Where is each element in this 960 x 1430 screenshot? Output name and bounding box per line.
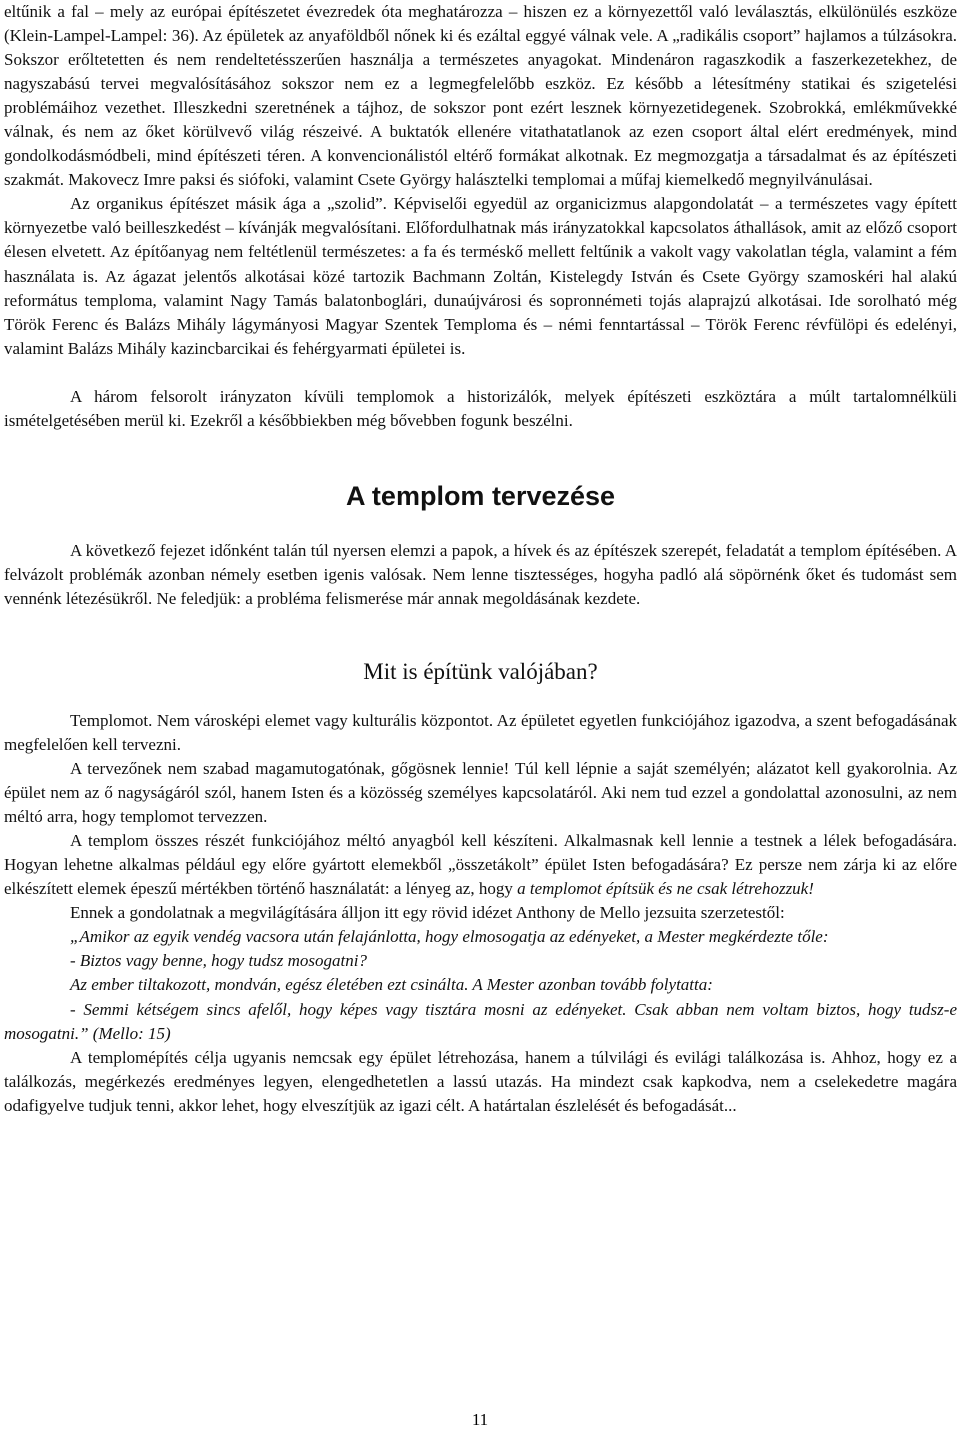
body-paragraph: A három felsorolt irányzaton kívüli templomok a historizálók, melyek építészeti eszköztára a múlt tartalomnélküli ismételgetésében merül ki. Ezekről a későbbiekben még bővebben fogunk beszélni.: [4, 386, 957, 430]
body-paragraph: eltűnik a fal – mely az európai építészetet évezredek óta meghatározza – hiszen ez a környezettől való leválasztás, elkülönülés eszköze (Klein-Lampel-Lampel: 36). Az épületek az anyaföldből nőnek ki és ezáltal eggyé válnak vele. A „radikális csoport” hajlamos a túlzásokra. Sokszor erőltetetten és nem rendeltetésszerűen használja a természetes anyagokat. Mindenáron ragaszkodik a faszerkezetekhez, de nagyszabású tervei megvalósításához sokszor nem ez a legmegfelelőbb eszköz. Ez később a létesítmény statikai és szigetelési problémáihoz vezethet. Illeszkedni szeretnének a tájhoz, de sokszor pont ezért lesznek környezetidegenek. Szobrokká, emlékművekké válnak, és nem az őket körülvevő világ részeivé. A buktatók ellenére vitathatatlanok az ezen csoport által elért eredmények, mind gondolkodásmódbeli, mind építészeti téren. A konvencionálistól eltérő formákat alkotnak. Ez megmozgatja a társadalmat és az építészeti szakmát. Makovecz Imre paksi és siófoki, valamint Csete György halásztelki templomai a műfaj kiemelkedő megnyilvánulásai.: [4, 2, 957, 190]
emphasis-text: a templomot építsük és ne csak létrehozzuk!: [517, 879, 814, 899]
quote-line: „Amikor az egyik vendég vacsora után felajánlotta, hogy elmosogatja az edényeket, a Mester megkérdezte tőle:: [70, 927, 829, 947]
body-text: A templom összes részét funkciójához méltó anyagból kell készíteni. Alkalmasnak kell lennie a testnek a lélek befogadására. Hogyan lehetne alkalmas például egy előre gyártott elemekből „összetákolt” épület Isten befogadására? Ez persze nem zárja ki az előre elkészített elemek épeszű mértékben történő használatát: a lényeg az, hogy: [4, 831, 957, 899]
body-paragraph: Az organikus építészet másik ága a „szolid”. Képviselői egyedül az organicizmus alapgondolatát – a természetes vagy épített környezetbe való beilleszkedést – kívánják megvalósítani. Előfordulhatnak más irányzatokkal kapcsolatos áthallások, amit az előző csoport élesen elvetett. Az építőanyag nem feltétlenül természetes: a fa és terméskő mellett feltűnik a vakolt vagy vakolatlan tégla, valamint a fém használata is. Az ágazat jelentős alkotásai közé tartozik Bachmann Zoltán, Kistelegdy István és Csete György szamoskéri hal alakú református temploma, valamint Nagy Tamás balatonboglári, dunaújvárosi és sopronnémeti tojás alaprajzú alkotásai. Ide sorolható még Török Ferenc és Balázs Mihály lágymányosi Magyar Szentek Temploma és – némi fenntartással – Török Ferenc révfülöpi és edelényi, valamint Balázs Mihály kazincbarcikai és fehérgyarmati épületei is.: [4, 194, 957, 358]
body-paragraph: A következő fejezet időnként talán túl nyersen elemzi a papok, a hívek és az építészek szerepét, feladatát a templom építésében. A felvázolt problémák azonban némely esetben igenis valósak. Nem lenne tisztességes, hogyha padló alá söpörnénk őket és tudomást sem vennénk létezésükről. Ne feledjük: a probléma felismerése már annak megoldásának kezdete.: [4, 540, 957, 608]
body-paragraph: Ennek a gondolatnak a megvilágítására álljon itt egy rövid idézet Anthony de Mello jezsuita szerzetestől:: [70, 903, 785, 923]
quote-line: Az ember tiltakozott, mondván, egész életében ezt csinálta. A Mester azonban tovább folytatta:: [70, 975, 713, 995]
body-paragraph: A templomépítés célja ugyanis nemcsak egy épület létrehozása, hanem a túlvilági és evilági találkozása is. Ahhoz, hogy ez a találkozás, megérkezés eredményes legyen, elengedhetetlen a lassú utazás. Ha mindezt csak kapkodva, nem a cselekedetre magára odafigyelve tudjuk tenni, akkor lehet, hogy elveszítjük az igazi célt. A határtalan észlelését és befogadását...: [4, 1047, 957, 1115]
body-paragraph: A tervezőnek nem szabad magamutogatónak, gőgösnek lennie! Túl kell lépnie a saját személyén; alázatot kell gyakorolnia. Az épület nem az ő nagyságáról szól, hanem Isten és a közösség személyes kapcsolatáról. Aki nem tud ezzel a gondolattal azonosulni, az nem méltó arra, hogy templomot tervezzen.: [4, 759, 957, 827]
subsection-heading: Mit is építünk valójában?: [363, 658, 598, 684]
section-heading: A templom tervezése: [345, 480, 616, 511]
page-number: 11: [471, 1410, 489, 1429]
quote-line: - Semmi kétségem sincs afelől, hogy képes vagy tisztára mosni az edényeket. Csak abban nem voltam biztos, hogy tudsz-e mosogatni.” (Mello: 15): [4, 999, 957, 1043]
body-paragraph: Templomot. Nem városképi elemet vagy kulturális központot. Az épületet egyetlen funkciójához igazodva, a szent befogadásának megfelelően kell tervezni.: [4, 710, 957, 754]
body-paragraph: [4, 829, 957, 901]
quote-line: - Biztos vagy benne, hogy tudsz mosogatni?: [70, 951, 367, 971]
